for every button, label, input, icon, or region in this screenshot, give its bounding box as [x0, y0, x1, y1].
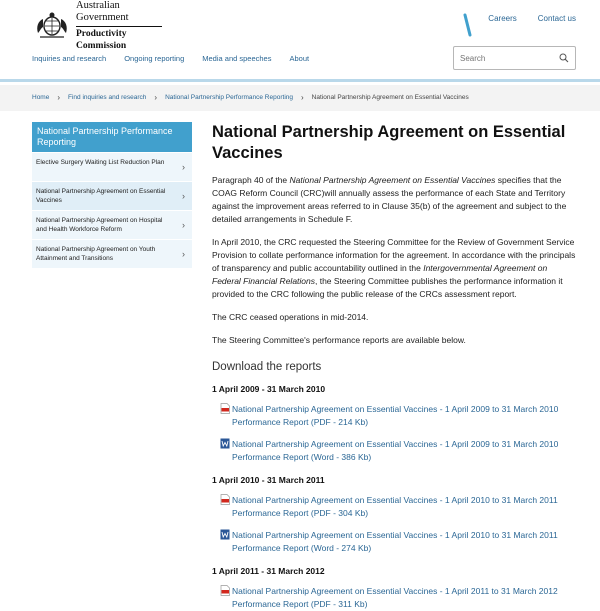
coat-of-arms-icon — [32, 11, 72, 41]
history-paragraph — [212, 236, 577, 301]
chevron-right-icon: › — [301, 93, 304, 102]
text-run: , the Steering Committee publishes the performance information it provided to the CRC following the public release of the CRCs assessment report. — [212, 276, 563, 299]
text-run: Paragraph 40 of the — [212, 175, 290, 185]
site-logo[interactable] — [32, 0, 162, 51]
logo-commission-text: Productivity Commission — [76, 29, 127, 51]
sidebar-item-hospital-workforce[interactable] — [32, 210, 192, 239]
download-link[interactable] — [212, 403, 577, 429]
pdf-icon — [220, 585, 230, 596]
reports-available-paragraph: The Steering Committee's performance reports are available below. — [212, 335, 466, 345]
text-run: specifies that the COAG Reform Council (CRC)will annually assess the performance of each State and Territory against the improvement areas referred to in Clause 35(b) of the agreement and subject to the detailed arrangements in Schedule F. — [212, 175, 567, 224]
logo-government-text: Australian Government — [76, 0, 162, 27]
download-link-text: National Partnership Agreement on Essential Vaccines - 1 April 2011 to 31 March 2012 Performance Report (PDF - 311 Kb) — [232, 586, 558, 609]
breadcrumb-find-inquiries[interactable]: Find inquiries and research — [68, 94, 147, 101]
sidebar-item-label: National Partnership Agreement on Youth Attainment and Transitions — [36, 246, 156, 262]
sidebar-item-label: Elective Surgery Waiting List Reduction Plan — [36, 159, 165, 166]
word-icon — [220, 438, 230, 449]
download-link-text: National Partnership Agreement on Essential Vaccines - 1 April 2010 to 31 March 2011 Performance Report (PDF - 304 Kb) — [232, 495, 558, 518]
pdf-icon — [220, 403, 230, 414]
chevron-right-icon: › — [182, 220, 185, 230]
chevron-right-icon: › — [182, 249, 185, 259]
agreement-name: National Partnership Agreement on Essential Vaccines — [289, 175, 496, 185]
section-sidebar — [32, 122, 192, 268]
downloads-heading: Download the reports — [212, 361, 322, 373]
period-heading: 1 April 2010 - 31 March 2011 — [212, 475, 325, 485]
main-content — [212, 122, 577, 611]
download-link[interactable] — [212, 529, 577, 555]
utility-links — [488, 14, 576, 23]
text-run: In April 2010, the CRC requested the Steering Committee for the Review of Government Service Provision to collate performance information for the agreement. In accordance with the principals of transparency and public accountability outlined in the — [212, 237, 576, 273]
nav-media-and-speeches[interactable]: Media and speeches — [202, 54, 272, 63]
chevron-right-icon: › — [182, 162, 185, 172]
page-title: National Partnership Agreement on Essential Vaccines — [212, 123, 566, 162]
nav-ongoing-reporting[interactable]: Ongoing reporting — [124, 54, 185, 63]
download-link[interactable] — [212, 438, 577, 464]
chevron-right-icon: › — [57, 93, 61, 102]
nav-inquiries-and-research[interactable]: Inquiries and research — [32, 54, 107, 63]
sidebar-item-youth-attainment[interactable] — [32, 239, 192, 268]
careers-link[interactable]: Careers — [488, 14, 517, 23]
word-icon — [220, 529, 230, 540]
breadcrumb-current: National Partnership Agreement on Essential Vaccines — [311, 94, 469, 101]
sidebar-item-label: National Partnership Agreement on Essential Vaccines — [36, 188, 166, 204]
breadcrumb-home[interactable]: Home — [32, 94, 50, 101]
search-box — [453, 46, 576, 70]
sidebar-item-essential-vaccines[interactable] — [32, 181, 192, 210]
pdf-icon — [220, 494, 230, 505]
download-link-text: National Partnership Agreement on Essential Vaccines - 1 April 2010 to 31 March 2011 Performance Report (Word - 274 Kb) — [232, 530, 558, 553]
period-heading: 1 April 2009 - 31 March 2010 — [212, 384, 326, 394]
period-heading: 1 April 2011 - 31 March 2012 — [212, 566, 325, 576]
search-icon[interactable] — [559, 53, 569, 63]
download-link[interactable] — [212, 494, 577, 520]
breadcrumb — [32, 93, 469, 102]
search-input[interactable] — [454, 47, 554, 69]
crc-ceased-paragraph: The CRC ceased operations in mid-2014. — [212, 312, 369, 322]
sidebar-item-label: National Partnership Agreement on Hospital and Health Workforce Reform — [36, 217, 163, 233]
download-link-text: National Partnership Agreement on Essential Vaccines - 1 April 2009 to 31 March 2010 Performance Report (PDF - 214 Kb) — [232, 404, 559, 427]
main-navigation — [32, 54, 309, 63]
sidebar-heading[interactable]: National Partnership Performance Reporting — [32, 122, 192, 152]
intro-paragraph — [212, 174, 577, 226]
contact-us-link[interactable]: Contact us — [537, 14, 576, 23]
slash-decoration-icon — [464, 14, 474, 36]
agreement-name: Intergovernmental Agreement on Federal Financial Relations — [212, 263, 548, 286]
download-link[interactable] — [212, 585, 577, 611]
breadcrumb-performance-reporting[interactable]: National Partnership Performance Reporting — [165, 94, 293, 101]
chevron-right-icon: › — [182, 191, 185, 201]
sidebar-item-elective-surgery[interactable] — [32, 152, 192, 181]
download-link-text: National Partnership Agreement on Essential Vaccines - 1 April 2009 to 31 March 2010 Performance Report (Word - 386 Kb) — [232, 439, 559, 462]
chevron-right-icon: › — [154, 93, 158, 102]
nav-about[interactable]: About — [289, 54, 310, 63]
site-header — [0, 0, 600, 82]
